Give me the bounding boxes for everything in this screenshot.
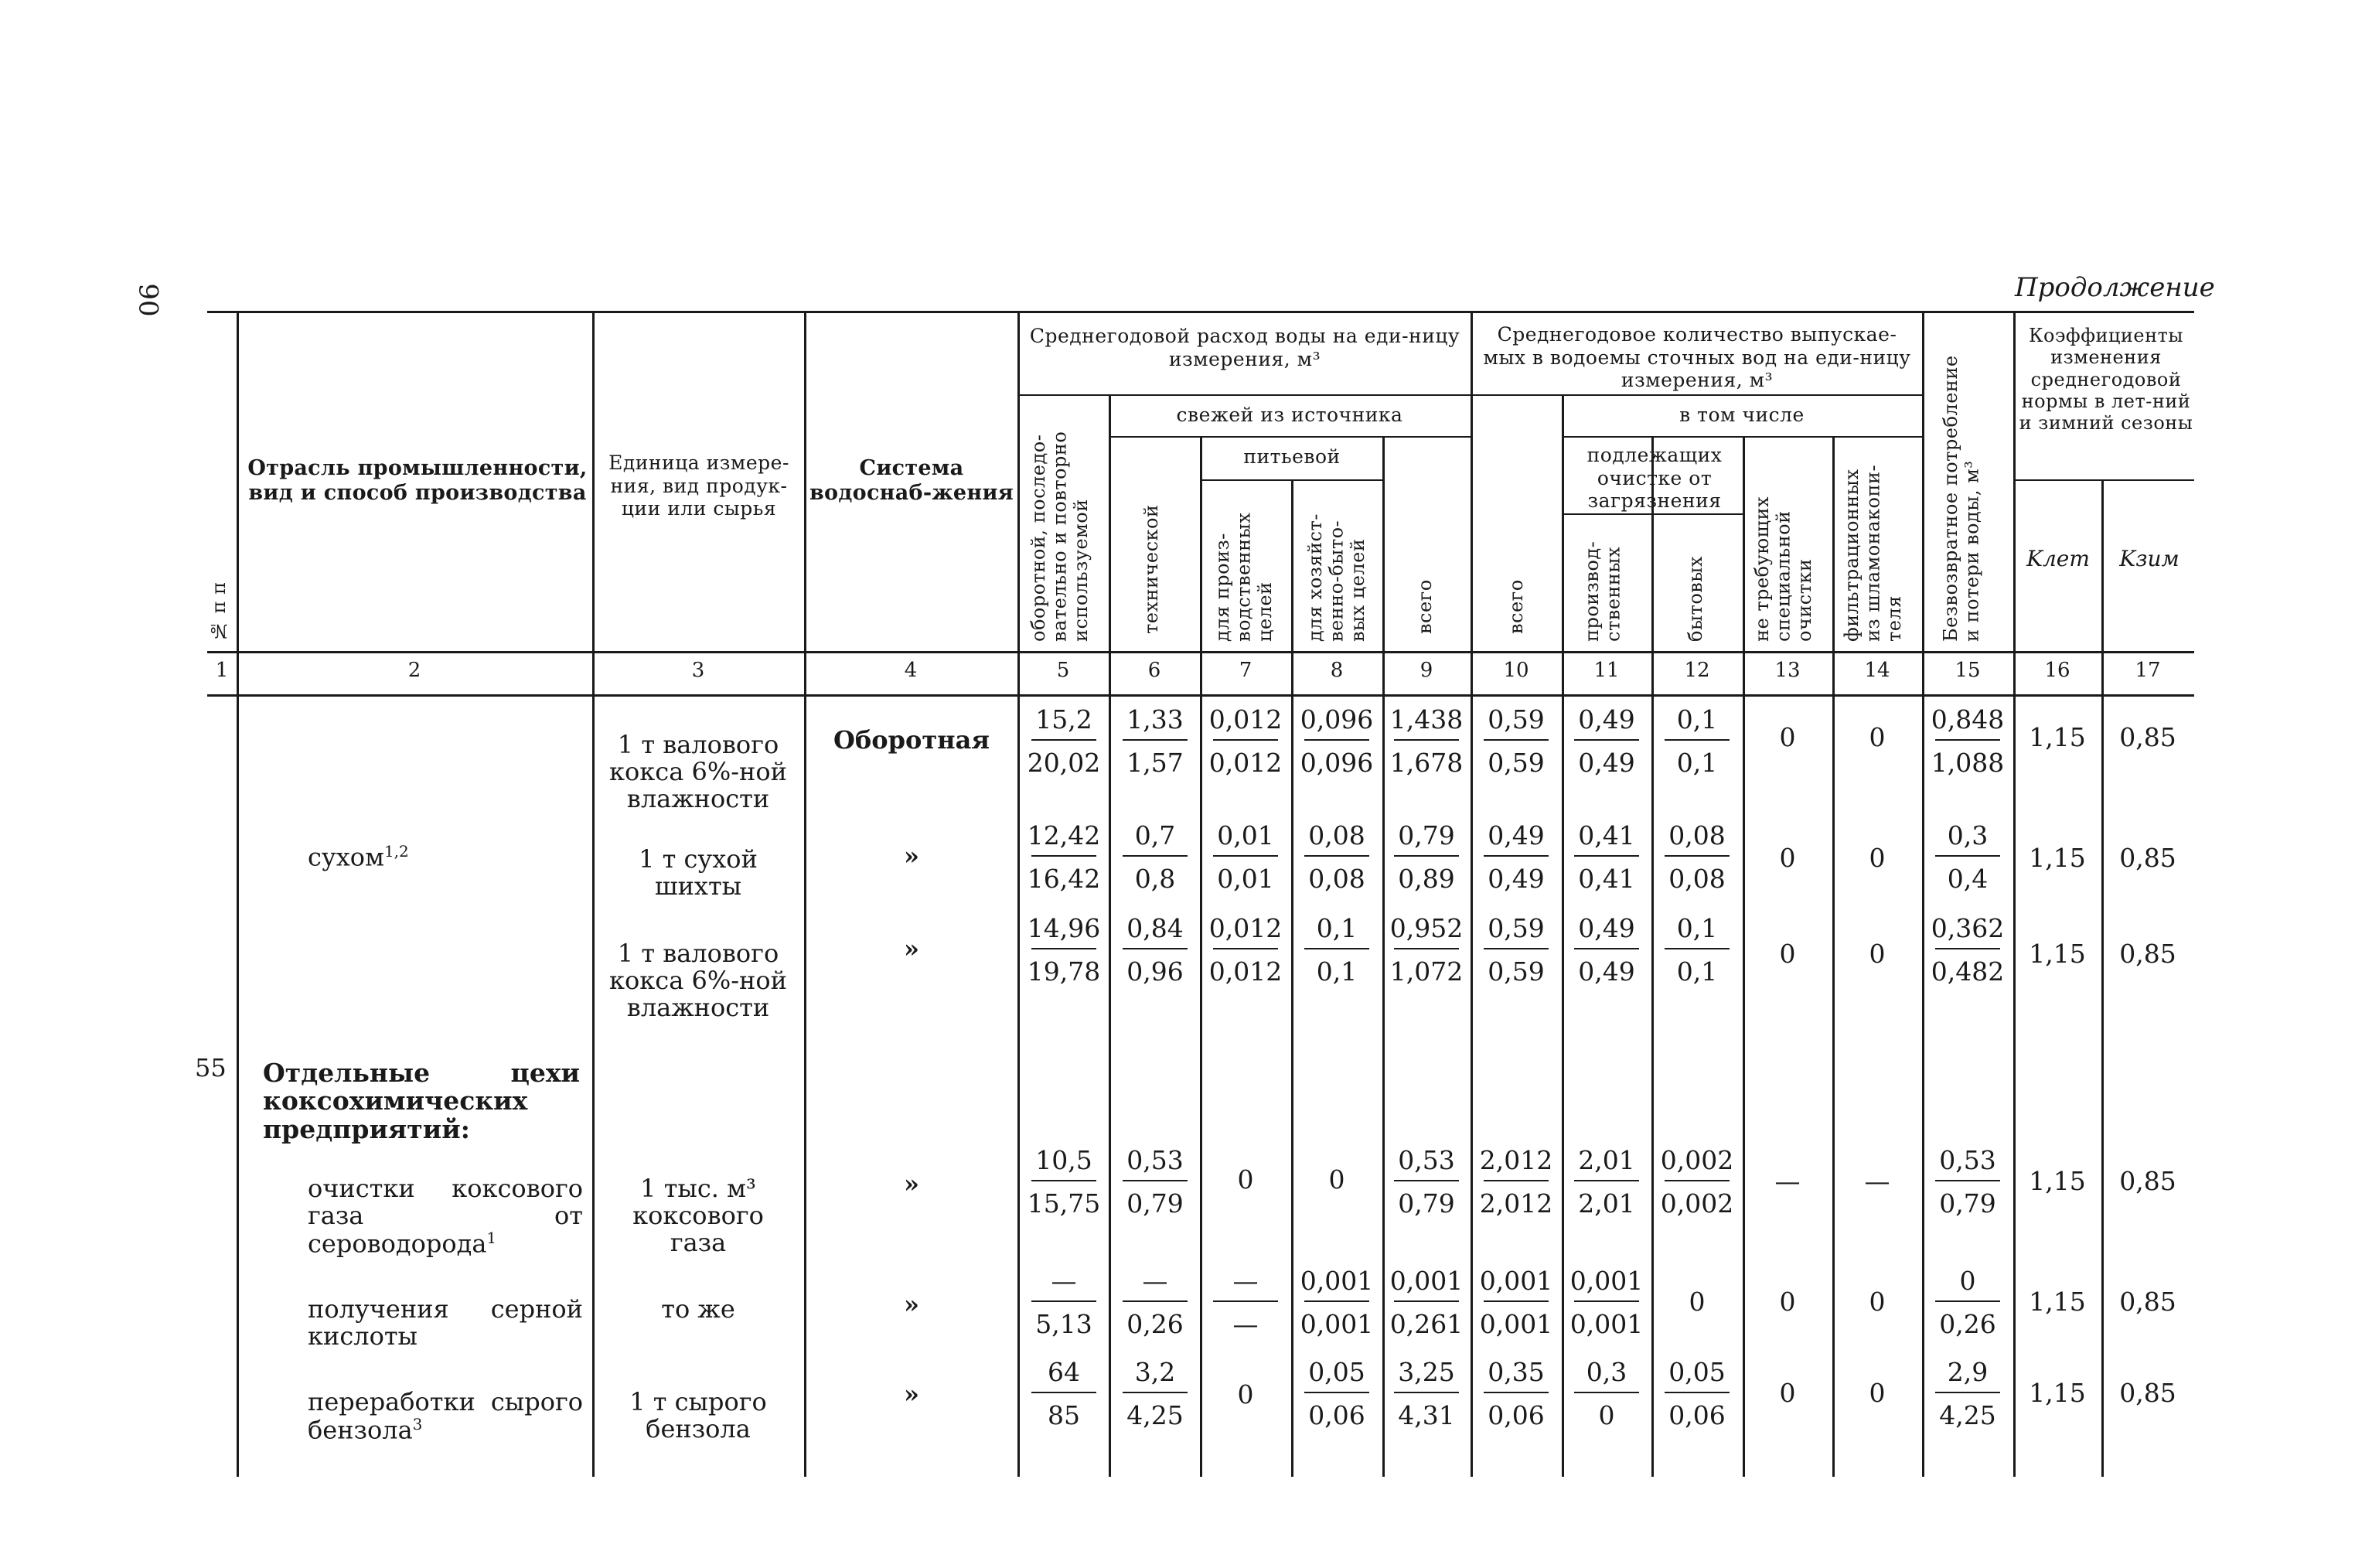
row-c16: 1,15 bbox=[2029, 843, 2086, 873]
row-c8: 0,001 0,001 bbox=[1300, 1266, 1374, 1339]
row-c16: 1,15 bbox=[2029, 1378, 2086, 1408]
row-c8: 0,096 0,096 bbox=[1300, 704, 1374, 778]
row-c17: 0,85 bbox=[2119, 939, 2176, 969]
header-industrial: производ- ственных bbox=[1581, 540, 1624, 642]
row-c17: 0,85 bbox=[2119, 843, 2176, 873]
header-filtration: фильтрационных из шламонакопи- теля bbox=[1841, 464, 1906, 642]
row-c15: 0,3 0,4 bbox=[1929, 820, 2006, 895]
row-c13: — bbox=[1774, 1166, 1801, 1196]
header-irrecoverable: Безвозвратное потребление и потери воды, м³ bbox=[1940, 355, 1983, 642]
row-c14: 0 bbox=[1869, 1287, 1886, 1317]
row-c6: 0,84 0,96 bbox=[1116, 912, 1194, 988]
row-c8: 0 bbox=[1328, 1164, 1345, 1195]
row-c13: 0 bbox=[1779, 843, 1796, 873]
row-c11: 0,49 0,49 bbox=[1568, 704, 1645, 779]
row-system: » bbox=[904, 1290, 919, 1319]
row-c7: 0,01 0,01 bbox=[1207, 820, 1284, 895]
row-name: переработки сырого бензола$^3$ bbox=[308, 1387, 583, 1445]
col-number-2: 2 bbox=[407, 659, 421, 682]
header-system: Система водоснаб-жения bbox=[809, 456, 1014, 505]
row-unit: 1 т сырого бензола bbox=[629, 1387, 767, 1444]
header-total-consumption: всего bbox=[1414, 579, 1436, 634]
row-unit: то же bbox=[661, 1294, 735, 1324]
col-number-9: 9 bbox=[1419, 659, 1433, 682]
header-num: № п п bbox=[208, 581, 230, 642]
col-number-8: 8 bbox=[1330, 659, 1344, 682]
row-c9: 0,53 0,79 bbox=[1388, 1144, 1465, 1220]
header-household: для хозяйст- венно-быто- вых целей bbox=[1304, 513, 1369, 642]
row-system: Оборотная bbox=[833, 725, 990, 755]
header-k-summer: Kлет bbox=[2026, 546, 2090, 571]
row-c6: 3,2 4,25 bbox=[1116, 1356, 1194, 1432]
row-c14: — bbox=[1864, 1166, 1890, 1196]
row-c11: 0,41 0,41 bbox=[1568, 820, 1645, 895]
row-c7: 0 bbox=[1237, 1379, 1254, 1409]
header-domestic: бытовых bbox=[1685, 556, 1706, 642]
row-c13: 0 bbox=[1779, 1378, 1796, 1408]
row-unit: 1 т валового кокса 6%-ной влажности bbox=[609, 939, 787, 1023]
col-number-14: 14 bbox=[1864, 659, 1890, 682]
row-c15: 0,362 0,482 bbox=[1931, 913, 2005, 987]
col-number-17: 17 bbox=[2135, 659, 2161, 682]
row-c5: 64 85 bbox=[1025, 1356, 1103, 1432]
row-system: » bbox=[904, 934, 919, 963]
row-c5: 12,42 16,42 bbox=[1027, 820, 1101, 894]
col-number-12: 12 bbox=[1684, 659, 1710, 682]
row-c9: 0,79 0,89 bbox=[1388, 820, 1465, 895]
row-system: » bbox=[904, 1169, 919, 1198]
row-c10: 0,49 0,49 bbox=[1477, 820, 1555, 895]
header-unit: Единица измере-ния, вид продук-ции или сырья bbox=[608, 452, 789, 520]
col-number-10: 10 bbox=[1503, 659, 1529, 682]
row-c14: 0 bbox=[1869, 843, 1886, 873]
row-number: 55 bbox=[195, 1053, 227, 1082]
header-total-discharge: всего bbox=[1505, 579, 1527, 634]
row-c5: — 5,13 bbox=[1025, 1265, 1103, 1341]
row-c15: 0,53 0,79 bbox=[1929, 1144, 2006, 1220]
row-c12: 0 bbox=[1689, 1287, 1706, 1317]
header-industry: Отрасль промышленности, вид и способ производства bbox=[247, 456, 588, 505]
row-c17: 0,85 bbox=[2119, 722, 2176, 752]
continued-label: Продолжение bbox=[2015, 272, 2215, 303]
row-unit: 1 т валового кокса 6%-ной влажности bbox=[609, 730, 787, 814]
row-c12: 0,1 0,1 bbox=[1658, 704, 1736, 779]
row-c10: 0,59 0,59 bbox=[1477, 704, 1555, 779]
row-name: получения серной кислоты bbox=[308, 1294, 583, 1352]
col-number-13: 13 bbox=[1774, 659, 1801, 682]
page-number: 90 bbox=[132, 283, 164, 317]
row-c5: 14,96 19,78 bbox=[1027, 913, 1101, 987]
row-group-title: Отдельные цехи коксохимических предприятий: bbox=[263, 1058, 580, 1144]
row-unit: 1 тыс. м³ коксового газа bbox=[632, 1174, 764, 1258]
header-including: в том числе bbox=[1679, 404, 1805, 426]
row-c17: 0,85 bbox=[2119, 1166, 2176, 1196]
col-number-7: 7 bbox=[1239, 659, 1252, 682]
row-c6: 0,53 0,79 bbox=[1116, 1144, 1194, 1220]
row-c16: 1,15 bbox=[2029, 722, 2086, 752]
row-c10: 0,35 0,06 bbox=[1477, 1356, 1555, 1432]
col-number-15: 15 bbox=[1955, 659, 1981, 682]
row-c16: 1,15 bbox=[2029, 1287, 2086, 1317]
row-c5: 15,2 20,02 bbox=[1027, 704, 1101, 778]
row-c11: 0,3 0 bbox=[1568, 1356, 1645, 1432]
row-c12: 0,1 0,1 bbox=[1658, 912, 1736, 988]
row-c9: 3,25 4,31 bbox=[1388, 1356, 1465, 1432]
col-number-3: 3 bbox=[691, 659, 705, 682]
col-number-1: 1 bbox=[215, 659, 229, 682]
row-c13: 0 bbox=[1779, 939, 1796, 969]
row-c9: 0,952 1,072 bbox=[1389, 913, 1464, 987]
row-unit: 1 т сухой шихты bbox=[639, 844, 758, 902]
col-number-4: 4 bbox=[904, 659, 918, 682]
header-drinking: питьевой bbox=[1243, 445, 1341, 468]
row-c8: 0,05 0,06 bbox=[1298, 1356, 1375, 1432]
row-system: » bbox=[904, 1379, 919, 1409]
row-c11: 2,01 2,01 bbox=[1568, 1144, 1645, 1220]
header-subject-to-treatment: подлежащих очистке от загрязнения bbox=[1586, 444, 1723, 512]
row-c6: 0,7 0,8 bbox=[1116, 820, 1194, 895]
col-number-5: 5 bbox=[1056, 659, 1070, 682]
row-c17: 0,85 bbox=[2119, 1287, 2176, 1317]
row-c9: 1,438 1,678 bbox=[1389, 704, 1464, 778]
row-c15: 0 0,26 bbox=[1929, 1265, 2006, 1341]
header-recycled: оборотной, последо- вательно и повторно используемой bbox=[1028, 431, 1092, 642]
row-c13: 0 bbox=[1779, 722, 1796, 752]
row-c16: 1,15 bbox=[2029, 939, 2086, 969]
row-c13: 0 bbox=[1779, 1287, 1796, 1317]
row-c7: 0 bbox=[1237, 1164, 1254, 1195]
col-number-6: 6 bbox=[1147, 659, 1161, 682]
header-technical: технической bbox=[1140, 504, 1162, 634]
row-c7: 0,012 0,012 bbox=[1208, 913, 1283, 987]
header-k-winter: Kзим bbox=[2119, 546, 2179, 571]
header-coefficients-group: Коэффициенты изменения среднегодовой нормы в лет-ний и зимний сезоны bbox=[2019, 325, 2193, 435]
row-c15: 2,9 4,25 bbox=[1929, 1356, 2006, 1432]
row-c10: 0,001 0,001 bbox=[1479, 1266, 1553, 1339]
row-c5: 10,5 15,75 bbox=[1027, 1145, 1101, 1219]
row-c14: 0 bbox=[1869, 722, 1886, 752]
row-c12: 0,05 0,06 bbox=[1658, 1356, 1736, 1432]
header-no-treatment: не требующих специальной очистки bbox=[1751, 496, 1816, 642]
row-c8: 0,08 0,08 bbox=[1298, 820, 1375, 895]
row-c15: 0,848 1,088 bbox=[1931, 704, 2005, 778]
row-c6: 1,33 1,57 bbox=[1116, 704, 1194, 779]
row-c10: 2,012 2,012 bbox=[1479, 1145, 1553, 1219]
row-c14: 0 bbox=[1869, 1378, 1886, 1408]
header-production: для произ- водственных целей bbox=[1212, 512, 1276, 642]
row-c7: 0,012 0,012 bbox=[1208, 704, 1283, 778]
row-c6: — 0,26 bbox=[1116, 1265, 1194, 1341]
row-c12: 0,08 0,08 bbox=[1658, 820, 1736, 895]
row-c10: 0,59 0,59 bbox=[1477, 912, 1555, 988]
header-fresh: свежей из источника bbox=[1176, 404, 1403, 426]
row-name: очистки коксового газа от сероводорода$^1$ bbox=[308, 1174, 583, 1260]
row-c12: 0,002 0,002 bbox=[1660, 1145, 1734, 1219]
row-c17: 0,85 bbox=[2119, 1378, 2176, 1408]
header-consumption-group: Среднегодовой расход воды на еди-ницу измерения, м³ bbox=[1029, 325, 1460, 370]
row-c7: — — bbox=[1207, 1265, 1284, 1341]
row-c8: 0,1 0,1 bbox=[1298, 912, 1375, 988]
row-c9: 0,001 0,261 bbox=[1389, 1266, 1464, 1339]
row-c16: 1,15 bbox=[2029, 1166, 2086, 1196]
row-c11: 0,001 0,001 bbox=[1569, 1266, 1644, 1339]
row-system: » bbox=[904, 841, 919, 871]
col-number-11: 11 bbox=[1593, 659, 1620, 682]
row-name: сухом$^{1,2}$ bbox=[308, 842, 409, 872]
row-c14: 0 bbox=[1869, 939, 1886, 969]
row-c11: 0,49 0,49 bbox=[1568, 912, 1645, 988]
header-discharge-group: Среднегодовое количество выпускае-мых в водоемы сточных вод на еди-ницу измерения, м³ bbox=[1483, 323, 1911, 391]
col-number-16: 16 bbox=[2044, 659, 2070, 682]
